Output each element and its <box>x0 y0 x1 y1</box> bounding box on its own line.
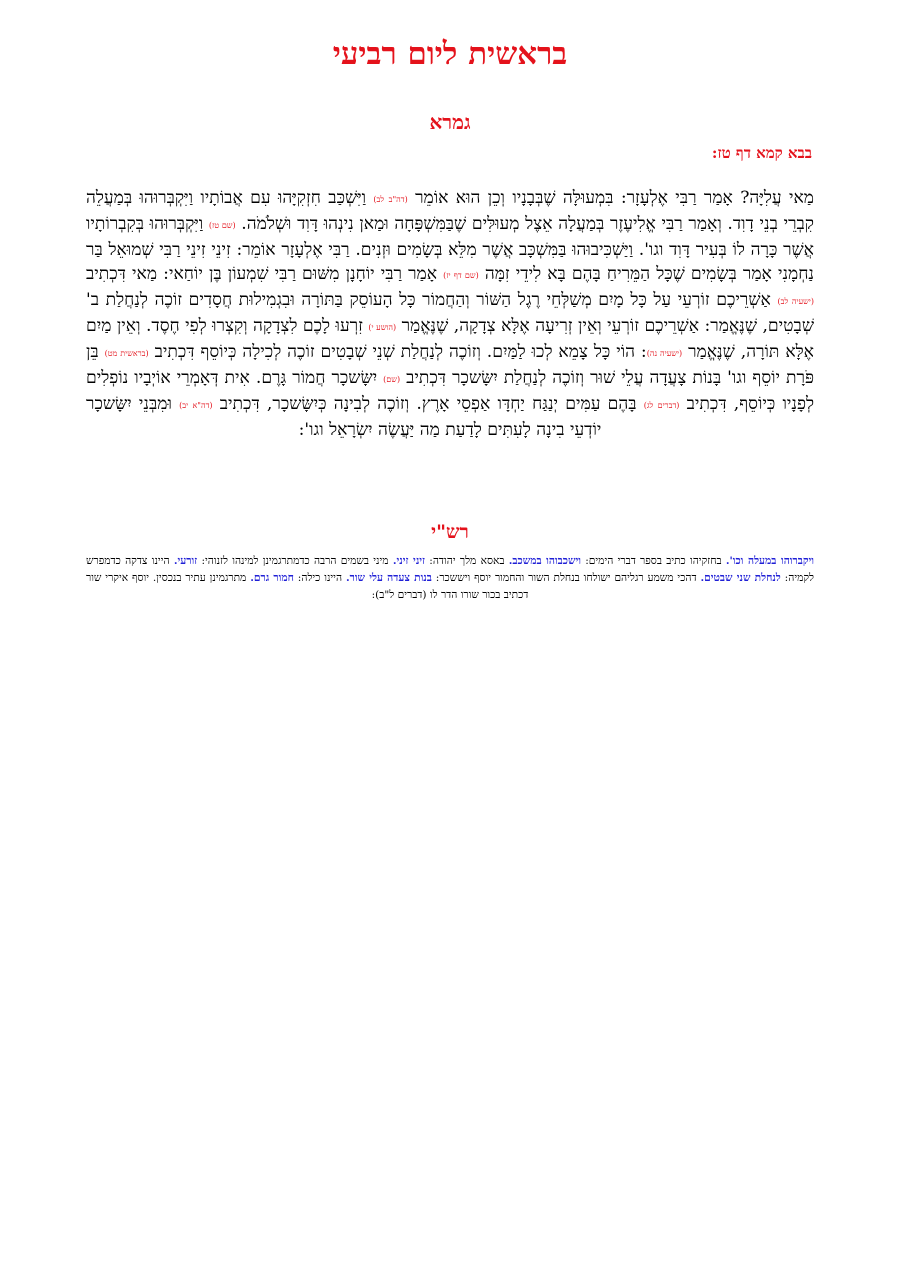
rashi-commentary <box>86 553 814 604</box>
gemara-text <box>86 186 814 442</box>
section-title-gemara: גמרא <box>429 110 471 134</box>
gemara-segment: זִרְעוּ לָכֶם לִצְדָקָה וְקִצְרוּ לְפִי חֶסֶד. וְאֵין מַיִם אֶלָּא תּוֹרָה, שֶׁנֶּאֱמַר <box>86 316 814 362</box>
page-title: בראשית ליום רביעי <box>332 36 568 72</box>
rashi-segment: היינו צדקה כדמפרש לקמיה: <box>86 555 814 584</box>
rashi-segment: היינו כילה: <box>293 572 346 584</box>
verse-source-ref: (שם) <box>383 375 401 384</box>
gemara-segment: בֵּן פֹּרָת יוֹסֵף וגו' בָּנוֹת צָעֲדָה עֲלֵי שׁוּר וְזוֹכֶה לְנַחֲלַת יִשָּׂשכָר דִּכְתִיב <box>86 342 814 388</box>
dibur-hamatchil: זורעי. <box>173 555 198 567</box>
gemara-segment: : הוֹי כָּל צָמֵא לְכוּ לַמַּיִם. וְזוֹכֶה לְנַחֲלַת שְׁנֵי שְׁבָטִים זוֹכֶה לְכִילָה כְּיוֹסֵף דִּכְתִיב <box>148 342 647 362</box>
gemara-segment: אָמַר רַבִּי יוֹחָנָן מִשּׁוּם רַבִּי שִׁמְעוֹן בֶּן יוֹחַאי: מַאי דִּכְתִיב <box>86 264 444 284</box>
source-reference: בבא קמא דף טז: <box>711 144 812 162</box>
gemara-segment: בָּהֶם עַמִּים יְנַגַּח יַחְדָּו אַפְסֵי אָרֶץ. וְזוֹכֶה לְבִינָה כְּיִשָּׂשכָר, דִּכְתִיב <box>212 394 644 414</box>
verse-source-ref: (הושע י) <box>368 323 397 332</box>
gemara-segment: וַיִּקְבְּרוּהוּ בְּקִבְרוֹתָיו אֲשֶׁר כָּרָה לוֹ בְּעִיר דָּוִד וגו'. וַיַּשְׁכִּיבוּהוּ בַּמִּשְׁכָּב אֲשֶׁר מִלֵּא בְּשָׂמִים וּזְנִים. רַבִּי אֶלְעָזָר אוֹמֵר: זִינֵי זִינֵי רַבִּי שְׁמוּאֵל בַּר נַחְמָנִי אָמַר בְּשָׂמִים שֶׁכָּל הַמֵּרִיחַ בָּהֶם בָּא לִידֵי זִמָּה <box>86 214 814 284</box>
dibur-hamatchil: חמור גרם. <box>250 572 294 584</box>
gemara-segment: אַשְׁרֵיכֶם זוֹרְעֵי עַל כָּל מָיִם מְשַׁלְּחֵי רֶגֶל הַשּׁוֹר וְהַחֲמוֹר כָּל הָעוֹסֵק בַּתּוֹרָה וּבִגְמִילוּת חֲסָדִים זוֹכֶה לְנַחֲלַת ב' שְׁבָטִים, שֶׁנֶּאֱמַר: אַשְׁרֵיכֶם זוֹרְעֵי וְאֵין זְרִיעָה אֶלָּא צְדָקָה, שֶׁנֶּאֱמַר <box>86 290 814 336</box>
verse-source-ref: (שם טז) <box>208 221 236 230</box>
verse-source-ref: (ישעיה לב) <box>777 297 815 306</box>
rashi-segment: מתרגמינן עתיר בנכסין. יוסף איקרי שור דכתיב בכור שורו הדר לו (דברים ל"ב): <box>86 572 529 601</box>
verse-source-ref: (ישעיה נה) <box>646 349 683 358</box>
rashi-segment: בחזקיהו כתיב בספר דברי הימים: <box>580 555 726 567</box>
verse-source-ref: (שם דף יז) <box>443 271 479 280</box>
section-title-rashi: רש"י <box>431 521 469 543</box>
dibur-hamatchil: לנחלת שני שבטים. <box>700 572 781 584</box>
gemara-segment: וַיִּשְׁכַּב חִזְקִיָּהוּ עִם אֲבוֹתָיו וַיִּקְבְּרוּהוּ בְּמַעֲלֵה קִבְרֵי בְנֵי דָוִד. וְאָמַר רַבִּי אֱלִיעֶזֶר בְּמַעֲלָה אֵצֶל מְעוּלִּים שֶׁבַּמִּשְׁפָּחָה וּמַאן נִינְהוּ דָּוִד וּשְׁלֹמֹה. <box>86 188 814 234</box>
rashi-segment: באסא מלך יהודה: <box>425 555 509 567</box>
verse-source-ref: (דברים לג) <box>643 401 680 410</box>
dibur-hamatchil: ויקברוהו במעלה וכו'. <box>725 555 814 567</box>
verse-source-ref: (בראשית מט) <box>104 349 149 358</box>
gemara-segment: וּמִבְּנֵי יִשָּׂשכָר יוֹדְעֵי בִינָה לָעִתִּים לָדַעַת מַה יַּעֲשֶׂה יִשְׂרָאֵל וגו': <box>86 394 602 440</box>
rashi-segment: דהכי משמע רגליהם ישולחו בנחלת השור והחמור יוסף ויששכר: <box>431 572 701 584</box>
dibur-hamatchil: וישכבוהו במשכב. <box>508 555 581 567</box>
rashi-segment: מיני בשמים הרבה כדמתרגמינן למינהו לזנוהי: <box>197 555 393 567</box>
verse-source-ref: (דה"א יב) <box>179 401 213 410</box>
gemara-segment: יִשָּׂשכָר חֲמוֹר גָּרֶם. אִית דְּאָמְרֵי אוֹיְבָיו נוֹפְלִים לְפָנָיו כְּיוֹסֵף, דִּכְתִיב <box>86 368 815 414</box>
dibur-hamatchil: זיני זיני. <box>392 555 425 567</box>
verse-source-ref: (דה"ב לב) <box>373 195 408 204</box>
dibur-hamatchil: בנות צעדה עלי שור. <box>345 572 432 584</box>
gemara-segment: מַאי עֲלִיָּה? אָמַר רַבִּי אֶלְעָזָר: בִּמְעוּלָּה שֶׁבְּבָנָיו וְכֵן הוּא אוֹמֵר <box>407 188 814 208</box>
